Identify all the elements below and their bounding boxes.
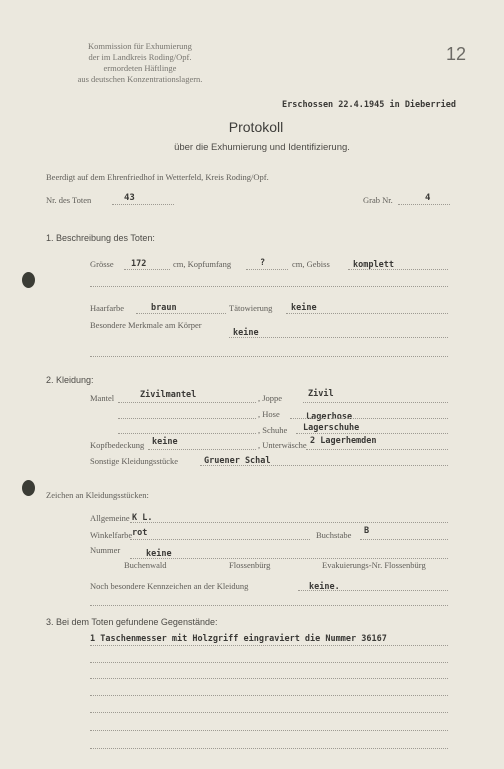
items-line-2 — [90, 662, 448, 663]
shoes-line — [296, 433, 448, 434]
camp-flossenbuerg: Flossenbürg — [229, 560, 271, 570]
coat-line — [118, 402, 256, 403]
head-line — [246, 269, 288, 270]
angle-color-line — [130, 539, 310, 540]
commission-line-2: der im Landkreis Roding/Opf. — [88, 52, 192, 62]
hair-line — [136, 313, 226, 314]
tattoo-label: Tätowierung — [229, 303, 273, 313]
commission-line-4: aus deutschen Konzentrationslagern. — [77, 74, 203, 84]
other-clothing-line — [200, 465, 448, 466]
head-value: ? — [260, 258, 266, 268]
headwear-label: Kopfbedeckung — [90, 440, 145, 450]
other-marks-value: keine. — [309, 582, 340, 592]
cm-teeth-label: cm, Gebiss — [292, 259, 330, 269]
commission-line-1: Kommission für Exhumierung — [88, 41, 192, 51]
jacket-line — [303, 402, 448, 403]
section-1-heading: 1. Beschreibung des Toten: — [46, 233, 155, 243]
angle-color-label: Winkelfarbe — [90, 530, 133, 540]
number-label: Nummer — [90, 545, 121, 555]
grave-number-label: Grab Nr. — [363, 195, 393, 205]
angle-color-value: rot — [132, 528, 148, 538]
section-3-heading: 3. Bei dem Toten gefundene Gegenstände: — [46, 617, 218, 627]
coat-value: Zivilmantel — [140, 390, 197, 400]
marks-value: keine — [233, 328, 259, 338]
marks-label: Besondere Merkmale am Körper — [90, 320, 202, 330]
punch-hole-bottom — [22, 480, 35, 496]
shoes-left-line — [118, 433, 256, 434]
jacket-value: Zivil — [308, 389, 334, 399]
tattoo-line — [286, 313, 448, 314]
general-value: K L. — [132, 513, 153, 523]
general-line — [130, 522, 448, 523]
tattoo-value: keine — [291, 303, 317, 313]
shoes-value: Lagerschuhe — [303, 423, 360, 433]
number-value: keine — [146, 549, 172, 559]
punch-hole-top — [22, 272, 35, 288]
grave-number-value: 4 — [425, 193, 431, 203]
number-line — [130, 558, 448, 559]
other-clothing-value: Gruener Schal — [204, 456, 271, 466]
grave-number-line — [398, 204, 450, 205]
body-number-line — [112, 204, 174, 205]
cm-head-label: cm, Kopfumfang — [173, 259, 232, 269]
trousers-label: , Hose — [258, 409, 280, 419]
burial-text: Beerdigt auf dem Ehrenfriedhof in Wetterfeld, Kreis Roding/Opf. — [46, 172, 269, 182]
shoes-label: , Schuhe — [258, 425, 288, 435]
page-number: 12 — [446, 44, 467, 64]
typed-note: Erschossen 22.4.1945 in Dieberried — [282, 100, 456, 110]
other-marks-line — [298, 590, 448, 591]
hair-label: Haarfarbe — [90, 303, 124, 313]
size-label: Grösse — [90, 259, 114, 269]
letter-line — [360, 539, 448, 540]
marks-line — [229, 337, 448, 338]
clothing-marks-heading: Zeichen an Kleidungsstücken: — [46, 490, 149, 500]
body-number-value: 43 — [124, 193, 135, 203]
trousers-value: Lagerhose — [306, 412, 353, 422]
general-label: Allgemeine — [90, 513, 130, 523]
items-line-7 — [90, 748, 448, 749]
size-value: 172 — [131, 259, 147, 269]
camp-buchenwald: Buchenwald — [124, 560, 167, 570]
teeth-value: komplett — [353, 260, 394, 270]
items-line-1 — [90, 645, 448, 646]
page-title: Protokoll — [228, 119, 284, 135]
letter-label: Buchstabe — [316, 530, 352, 540]
evacuation-number-flossenbuerg: Evakuierungs-Nr. Flossenbürg — [322, 560, 426, 570]
section-1-line-b — [90, 356, 448, 357]
section-1-line-a — [90, 286, 448, 287]
items-line-5 — [90, 712, 448, 713]
other-clothing-label: Sonstige Kleidungsstücke — [90, 456, 179, 466]
trousers-left-line — [118, 418, 256, 419]
headwear-line — [148, 449, 256, 450]
other-marks-label: Noch besondere Kennzeichen an der Kleidung — [90, 581, 249, 591]
marks-extra-line — [90, 605, 448, 606]
underwear-value: 2 Lagerhemden — [310, 436, 377, 446]
found-item-1: 1 Taschenmesser mit Holzgriff eingraviert die Nummer 36167 — [90, 634, 387, 644]
coat-label: Mantel — [90, 393, 115, 403]
teeth-line — [348, 269, 448, 270]
section-2-heading: 2. Kleidung: — [46, 375, 94, 385]
page-subtitle: über die Exhumierung und Identifizierung. — [174, 142, 350, 153]
body-number-label: Nr. des Toten — [46, 195, 92, 205]
underwear-label: , Unterwäsche — [258, 440, 307, 450]
items-line-4 — [90, 695, 448, 696]
items-line-6 — [90, 730, 448, 731]
letter-value: B — [364, 526, 370, 536]
commission-header — [55, 41, 225, 85]
headwear-value: keine — [152, 437, 178, 447]
hair-value: braun — [151, 303, 177, 313]
items-line-3 — [90, 678, 448, 679]
jacket-label: , Joppe — [258, 393, 283, 403]
trousers-line — [290, 418, 448, 419]
size-line — [124, 269, 170, 270]
commission-line-3: ermordeten Häftlinge — [103, 63, 177, 73]
underwear-line — [306, 449, 448, 450]
